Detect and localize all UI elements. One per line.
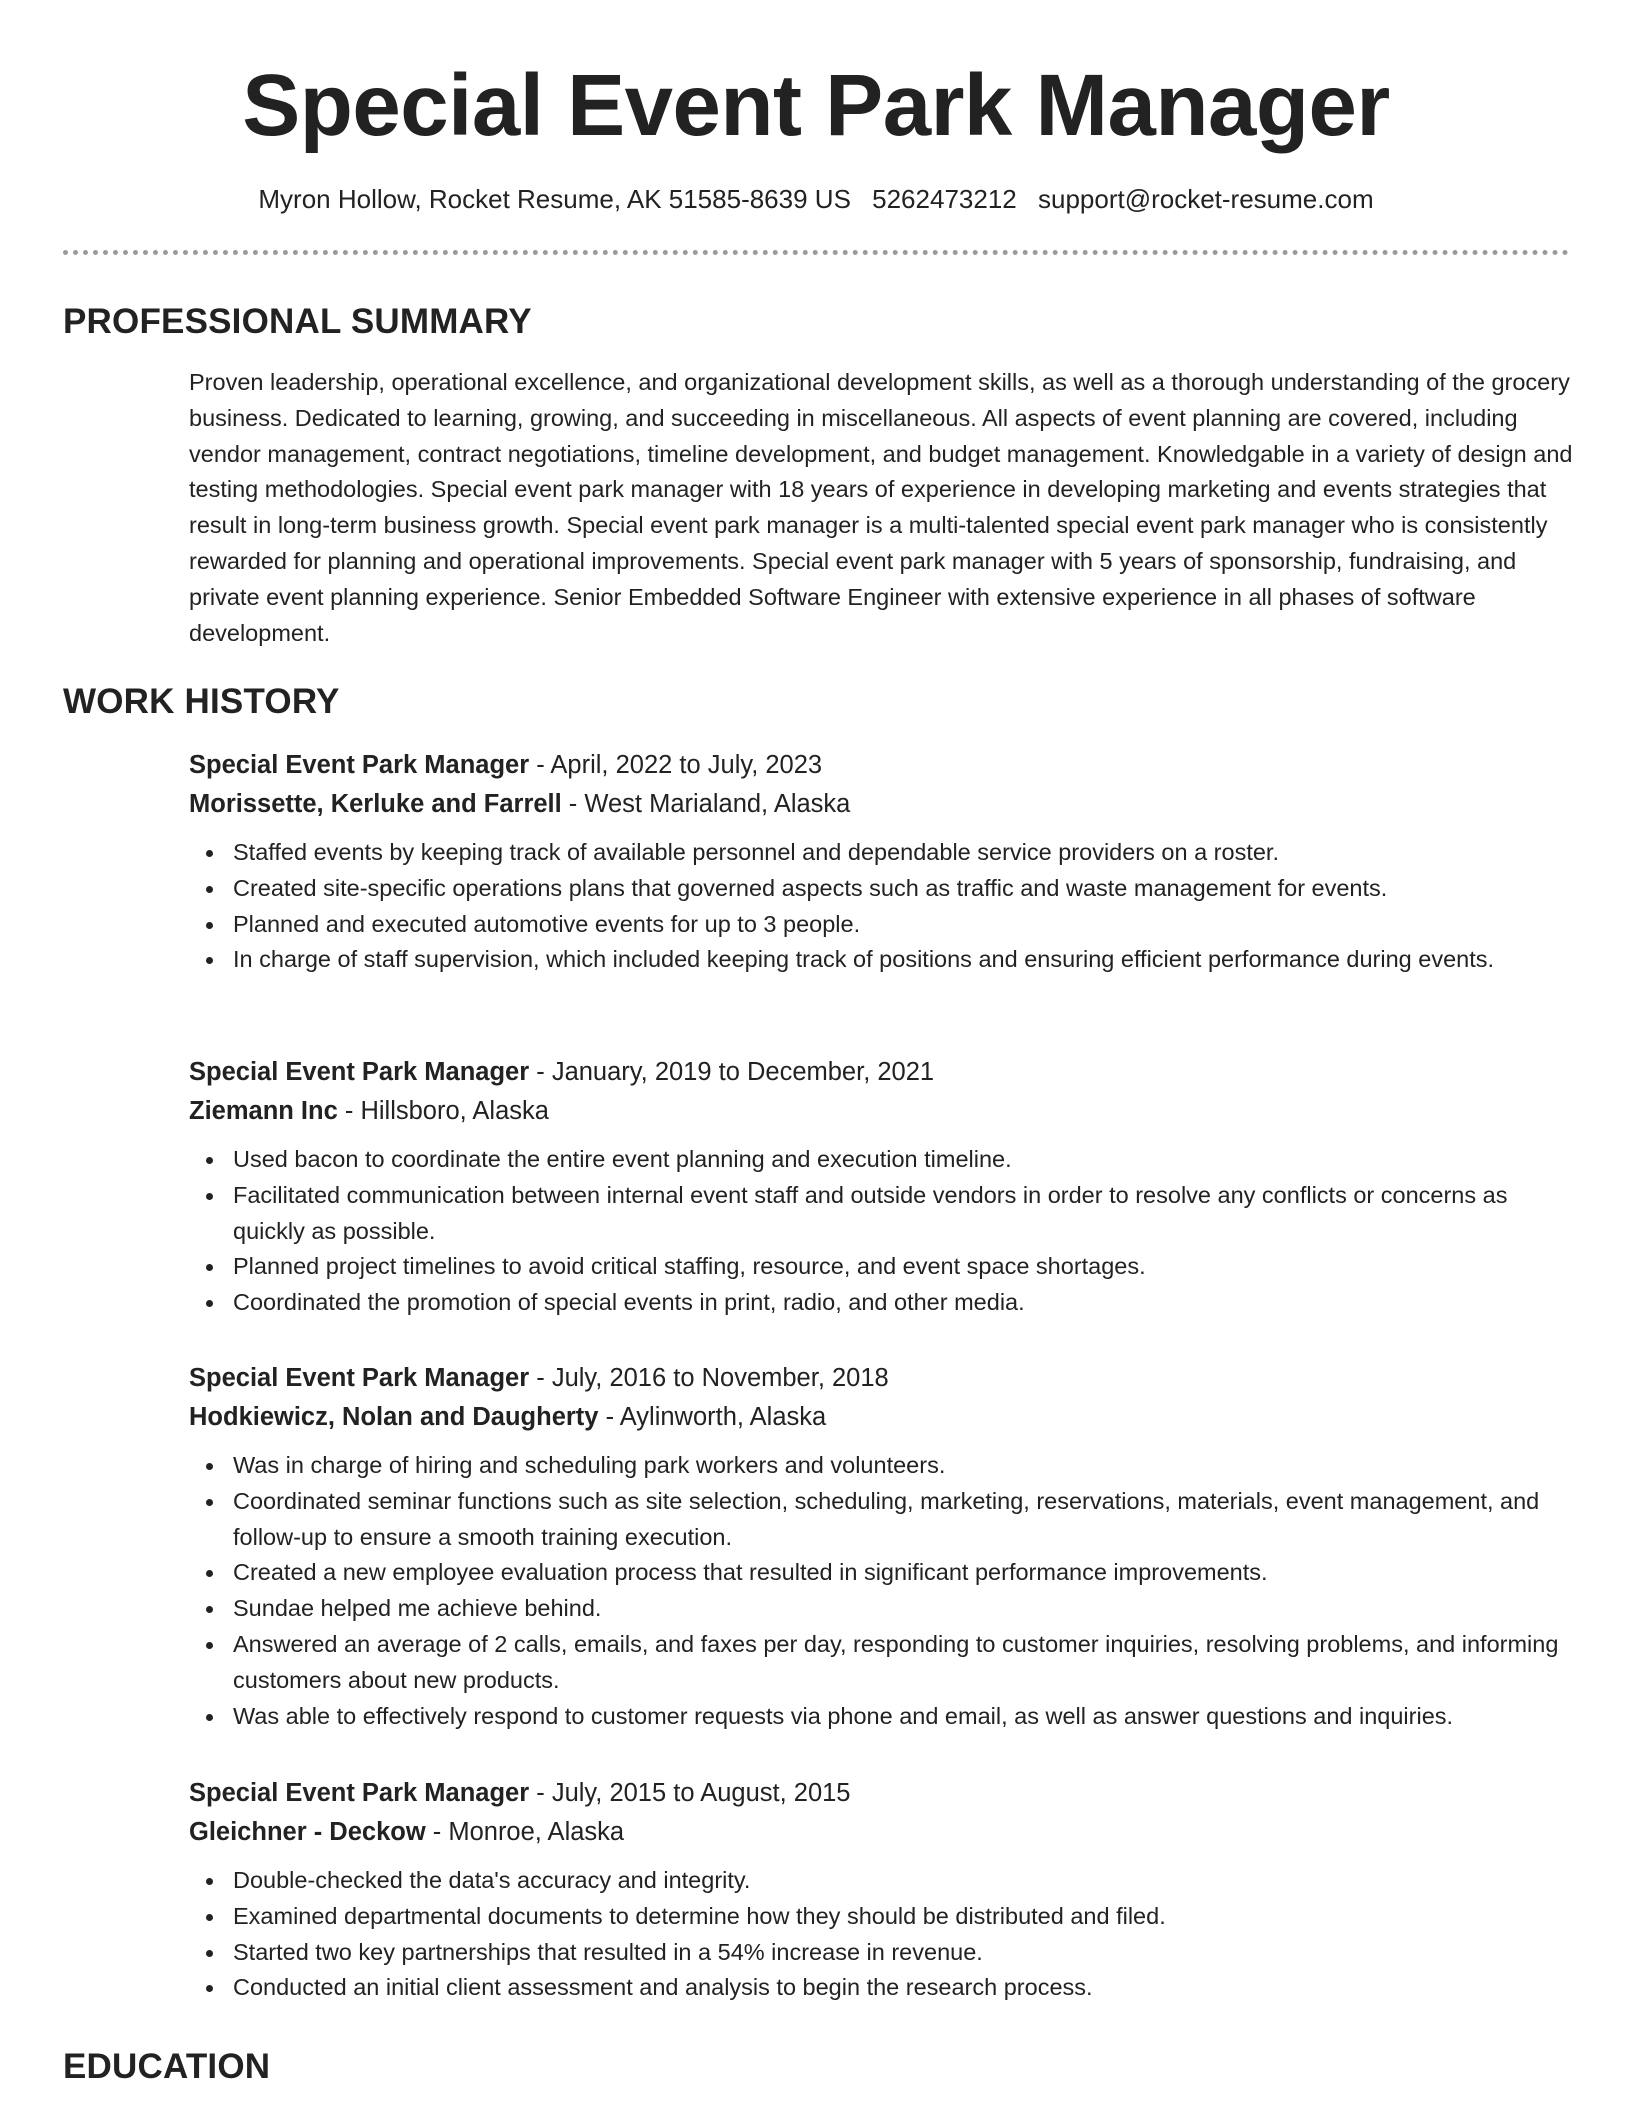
summary-text: Proven leadership, operational excellence, and organizational development skills, as well as a thorough understanding of the grocery business. Dedicated to learning, growing, and succeeding in miscellaneous. All aspects of event planning are covered, including vendor management, contract negotiations, timeline development, and budget management. Knowledgable in a variety of design and testing methodologies. Special event park manager with 18 years of experience in developing marketing and events strategies that result in long-term business growth. Special event park manager is a multi-talented special event park manager who is consistently rewarded for planning and operational improvements. Special event park manager with 5 years of sponsorship, fundraising, and private event planning experience. Senior Embedded Software Engineer with extensive experience in all phases of software development. bbox=[189, 369, 1573, 646]
job-bullet: Coordinated the promotion of special events in print, radio, and other media. bbox=[189, 1285, 1579, 1321]
header-divider bbox=[63, 250, 1569, 255]
job-dates: - January, 2019 to December, 2021 bbox=[529, 1058, 935, 1086]
job-bullets bbox=[189, 1142, 1579, 1321]
job-bullet: Was in charge of hiring and scheduling park workers and volunteers. bbox=[189, 1448, 1579, 1484]
job-role: Special Event Park Manager bbox=[189, 1779, 530, 1807]
job-title-line bbox=[189, 1359, 1579, 1398]
job-bullet: Was able to effectively respond to customer requests via phone and email, as well as answer questions and inquiries. bbox=[189, 1699, 1579, 1735]
job-dates: - July, 2016 to November, 2018 bbox=[529, 1364, 889, 1392]
job-bullet: Conducted an initial client assessment and analysis to begin the research process. bbox=[189, 1970, 1579, 2006]
job-company-line bbox=[189, 1813, 1579, 1852]
job-location: - Monroe, Alaska bbox=[425, 1818, 625, 1846]
job-bullet: Used bacon to coordinate the entire event planning and execution timeline. bbox=[189, 1142, 1579, 1178]
candidate-name: Special Event Park Manager bbox=[242, 57, 1390, 154]
job-title-line bbox=[189, 1774, 1579, 1813]
job-bullet: Staffed events by keeping track of available personnel and dependable service providers on a roster. bbox=[189, 835, 1579, 871]
summary-heading: PROFESSIONAL SUMMARY bbox=[63, 302, 532, 341]
job-bullet: In charge of staff supervision, which included keeping track of positions and ensuring efficient performance during events. bbox=[189, 942, 1579, 978]
job-location: - Hillsboro, Alaska bbox=[337, 1097, 549, 1125]
job-bullet: Sundae helped me achieve behind. bbox=[189, 1591, 1579, 1627]
job-title-line bbox=[189, 1053, 1579, 1092]
job-bullets bbox=[189, 1863, 1579, 2006]
job-bullets bbox=[189, 835, 1579, 978]
job-title-line bbox=[189, 746, 1579, 785]
job-company: Gleichner - Deckow bbox=[189, 1818, 426, 1846]
job-role: Special Event Park Manager bbox=[189, 1058, 530, 1086]
contact-phone: 5262473212 bbox=[872, 184, 1017, 214]
job-bullet: Created a new employee evaluation process that resulted in significant performance improvements. bbox=[189, 1555, 1579, 1591]
job-dates: - July, 2015 to August, 2015 bbox=[529, 1779, 851, 1807]
job-bullet: Planned project timelines to avoid critical staffing, resource, and event space shortages. bbox=[189, 1249, 1579, 1285]
job-company: Morissette, Kerluke and Farrell bbox=[189, 790, 562, 818]
job-company-line bbox=[189, 1092, 1579, 1131]
job-entry bbox=[189, 1774, 1579, 2006]
job-bullet: Double-checked the data's accuracy and integrity. bbox=[189, 1863, 1579, 1899]
job-role: Special Event Park Manager bbox=[189, 751, 530, 779]
work-history-heading: WORK HISTORY bbox=[63, 682, 340, 721]
job-role: Special Event Park Manager bbox=[189, 1364, 530, 1392]
job-bullets bbox=[189, 1448, 1579, 1734]
job-entry bbox=[189, 1053, 1579, 1321]
job-company: Ziemann Inc bbox=[189, 1097, 338, 1125]
job-bullet: Coordinated seminar functions such as site selection, scheduling, marketing, reservations, materials, event management, and follow-up to ensure a smooth training execution. bbox=[189, 1484, 1579, 1556]
job-company: Hodkiewicz, Nolan and Daugherty bbox=[189, 1403, 599, 1431]
job-entry bbox=[189, 1359, 1579, 1734]
contact-address: Myron Hollow, Rocket Resume, AK 51585-8639 US bbox=[258, 184, 851, 214]
job-dates: - April, 2022 to July, 2023 bbox=[529, 751, 823, 779]
job-company-line bbox=[189, 1398, 1579, 1437]
education-heading: EDUCATION bbox=[63, 2047, 271, 2086]
contact-email: support@rocket-resume.com bbox=[1037, 184, 1374, 214]
job-company-line bbox=[189, 785, 1579, 824]
job-bullet: Examined departmental documents to determine how they should be distributed and filed. bbox=[189, 1899, 1579, 1935]
job-bullet: Planned and executed automotive events for up to 3 people. bbox=[189, 907, 1579, 943]
job-bullet: Created site-specific operations plans that governed aspects such as traffic and waste management for events. bbox=[189, 871, 1579, 907]
job-location: - Aylinworth, Alaska bbox=[598, 1403, 827, 1431]
job-entry bbox=[189, 746, 1579, 978]
job-bullet: Answered an average of 2 calls, emails, and faxes per day, responding to customer inquiries, resolving problems, and informing customers about new products. bbox=[189, 1627, 1579, 1699]
contact-line bbox=[0, 181, 1632, 217]
job-bullet: Facilitated communication between internal event staff and outside vendors in order to resolve any conflicts or concerns as quickly as possible. bbox=[189, 1178, 1579, 1250]
job-location: - West Marialand, Alaska bbox=[561, 790, 851, 818]
job-bullet: Started two key partnerships that resulted in a 54% increase in revenue. bbox=[189, 1935, 1579, 1971]
